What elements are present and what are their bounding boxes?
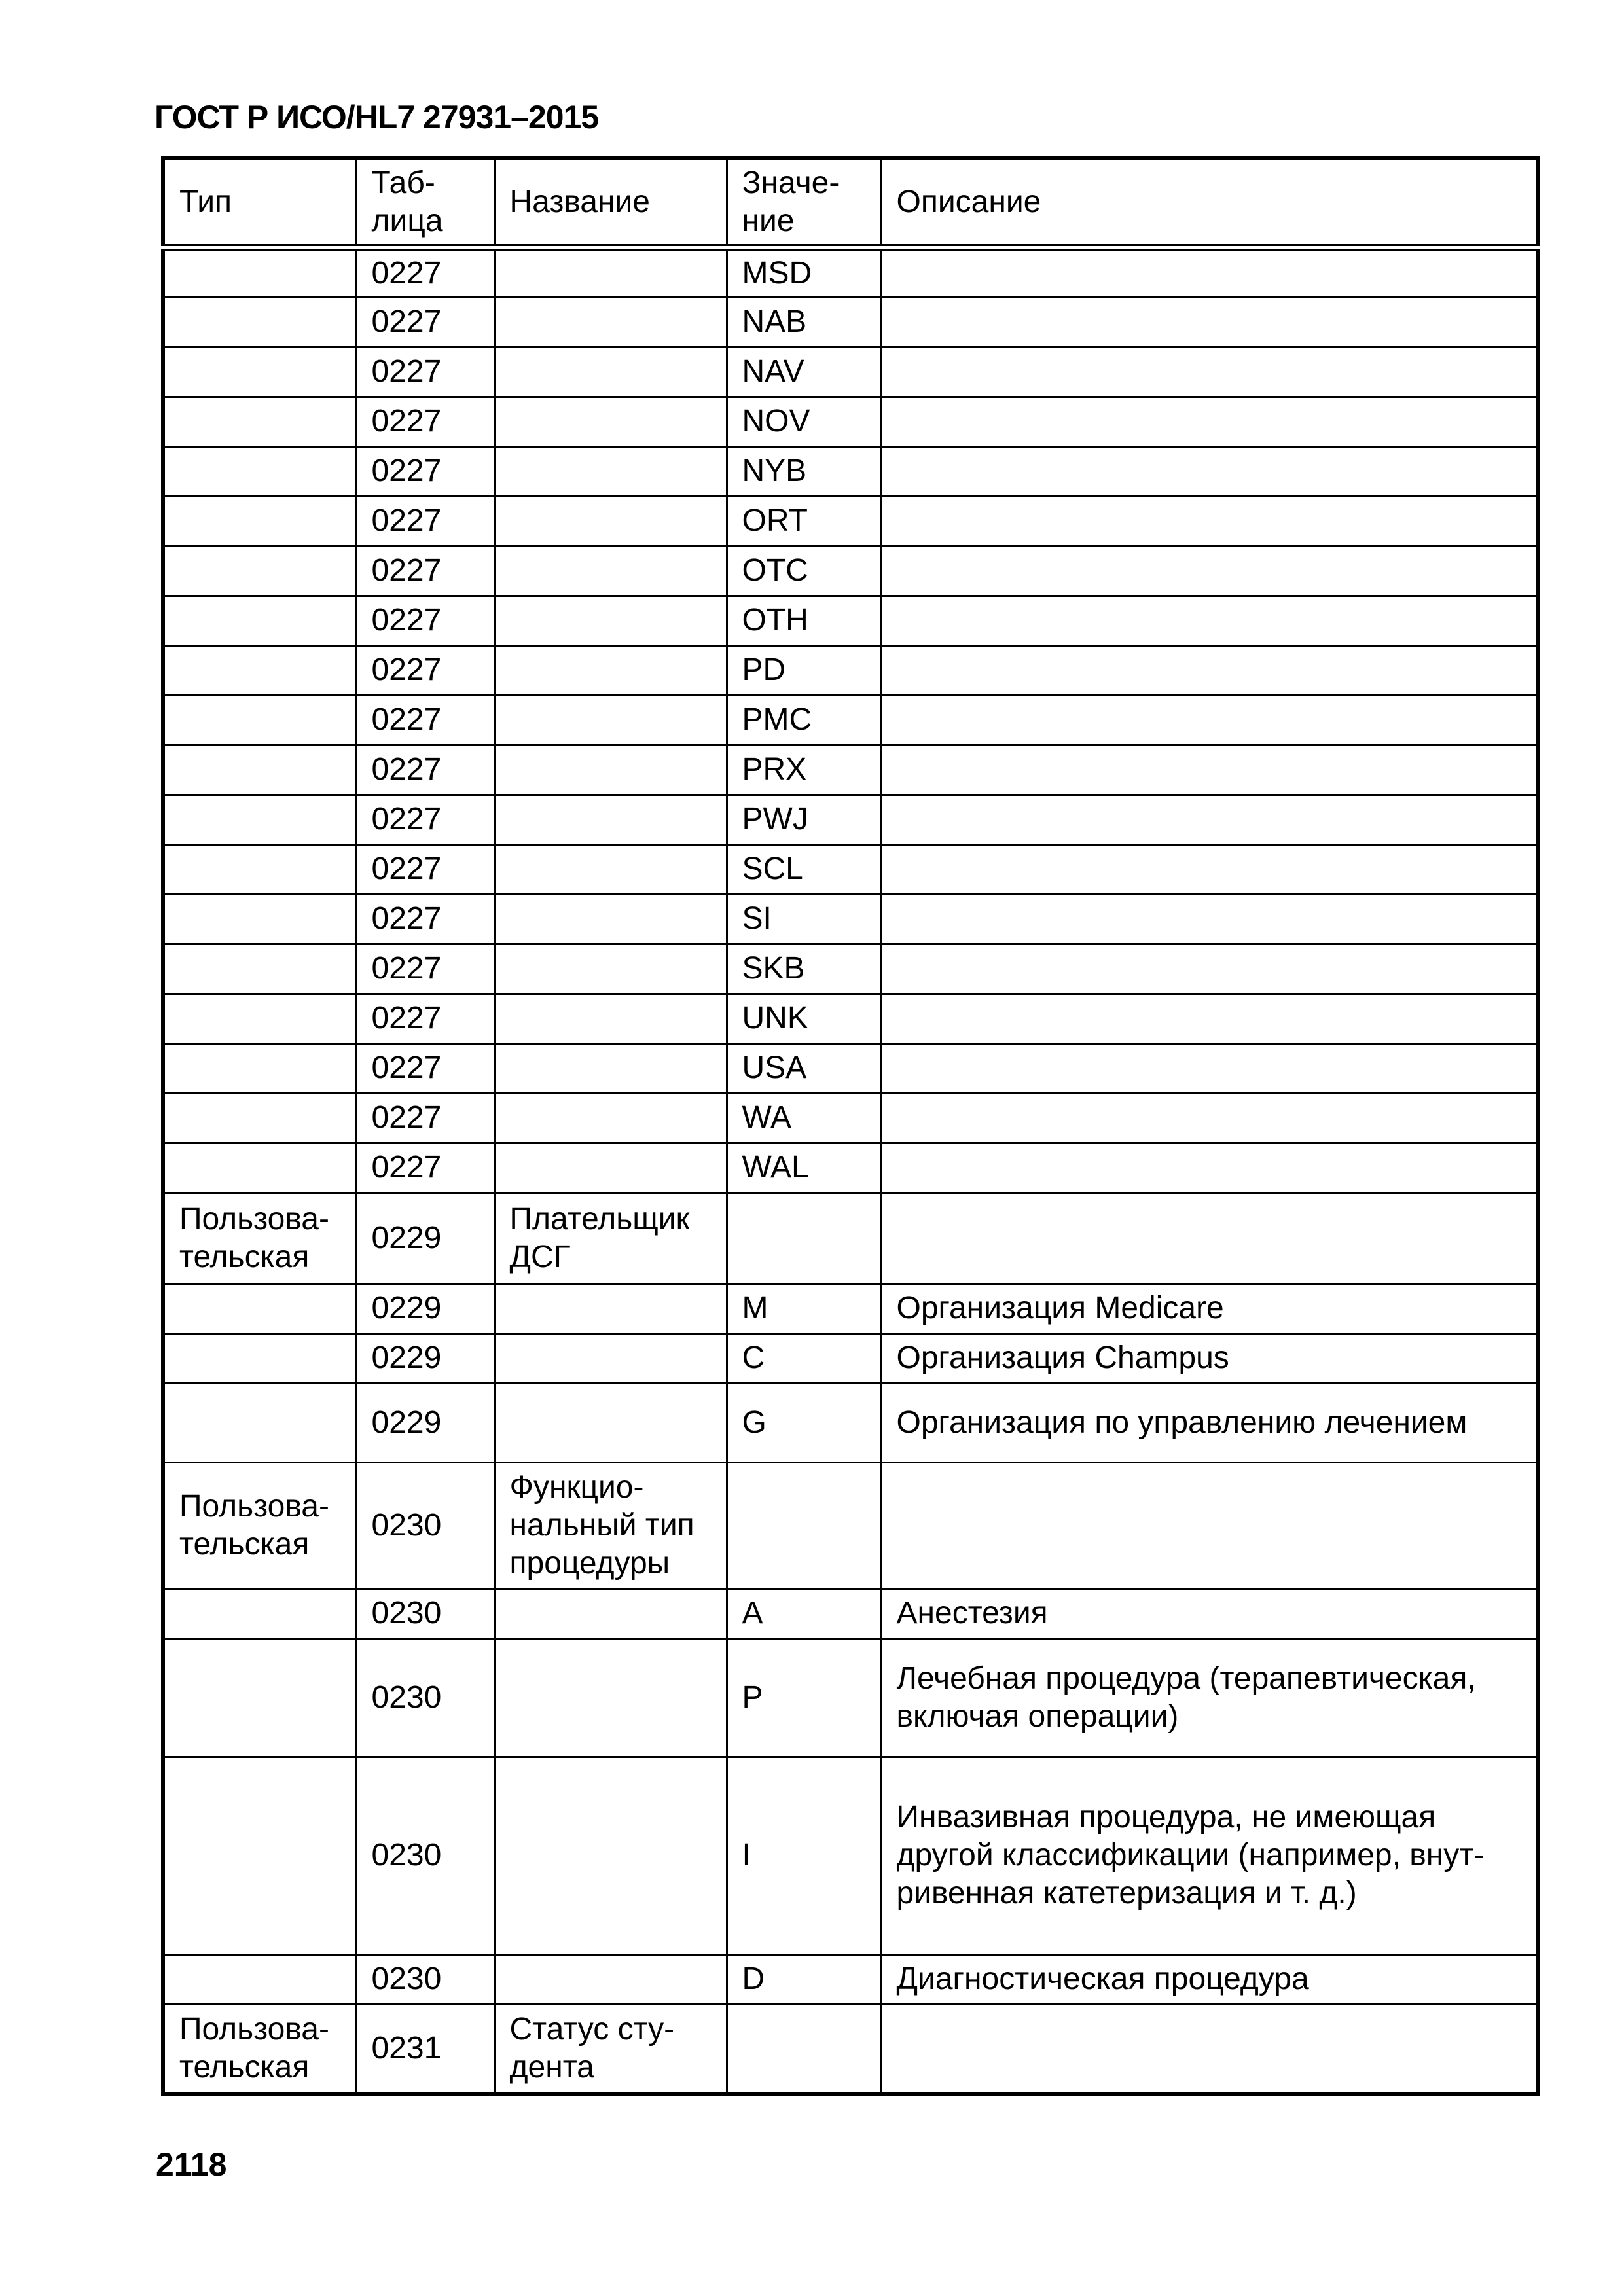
cell-value: P [727,1638,881,1757]
cell-table: 0230 [356,1757,494,1954]
cell-name: Функцио- нальный тип процедуры [494,1462,727,1588]
cell-type [163,1283,356,1333]
column-header-type: Тип [163,158,356,247]
cell-type [163,844,356,894]
cell-value: WA [727,1093,881,1143]
table-row [163,844,1538,894]
cell-description [881,1043,1538,1093]
cell-name [494,1588,727,1638]
cell-type [163,397,356,446]
cell-type: Пользова- тельская [163,2004,356,2094]
cell-name [494,496,727,546]
table-row [163,1143,1538,1193]
cell-type [163,1588,356,1638]
cell-value: USA [727,1043,881,1093]
cell-value: OTC [727,546,881,596]
cell-type [163,994,356,1043]
cell-value [727,2004,881,2094]
cell-name [494,596,727,645]
cell-name [494,994,727,1043]
cell-name [494,247,727,297]
cell-description [881,894,1538,944]
table-row [163,894,1538,944]
table-row [163,1193,1538,1283]
cell-type [163,695,356,745]
cell-description [881,795,1538,844]
cell-type: Пользова- тельская [163,1193,356,1283]
table-row [163,1283,1538,1333]
column-header-description: Описание [881,158,1538,247]
table-row [163,247,1538,297]
cell-name [494,645,727,695]
cell-description [881,695,1538,745]
table-row [163,546,1538,596]
cell-type [163,894,356,944]
table-row [163,944,1538,994]
table-row [163,1093,1538,1143]
table-row [163,297,1538,347]
cell-name [494,1093,727,1143]
cell-type [163,1954,356,2004]
cell-table: 0231 [356,2004,494,2094]
cell-value: OTH [727,596,881,645]
cell-description: Лечебная процедура (терапевтическая, включая операции) [881,1638,1538,1757]
cell-name [494,446,727,496]
cell-value: ORT [727,496,881,546]
cell-type [163,1757,356,1954]
cell-description [881,1143,1538,1193]
cell-description [881,844,1538,894]
cell-table: 0227 [356,894,494,944]
cell-value: PMC [727,695,881,745]
cell-name [494,1757,727,1954]
cell-name [494,297,727,347]
cell-table: 0227 [356,994,494,1043]
cell-value: MSD [727,247,881,297]
cell-description [881,1193,1538,1283]
column-header-table: Таб- лица [356,158,494,247]
cell-table: 0227 [356,1093,494,1143]
table-row [163,446,1538,496]
cell-description: Организация Medicare [881,1283,1538,1333]
cell-table: 0227 [356,695,494,745]
table-row [163,2004,1538,2094]
cell-name [494,894,727,944]
cell-type [163,1143,356,1193]
cell-value: SI [727,894,881,944]
cell-type [163,247,356,297]
cell-description [881,944,1538,994]
table-row [163,1588,1538,1638]
cell-value: PWJ [727,795,881,844]
cell-name [494,347,727,397]
cell-name [494,1043,727,1093]
cell-description [881,2004,1538,2094]
cell-description: Анестезия [881,1588,1538,1638]
cell-description [881,297,1538,347]
cell-value: G [727,1383,881,1462]
cell-table: 0227 [356,247,494,297]
cell-table: 0229 [356,1283,494,1333]
cell-table: 0229 [356,1193,494,1283]
cell-name [494,546,727,596]
cell-table: 0230 [356,1638,494,1757]
cell-description [881,496,1538,546]
cell-name [494,1143,727,1193]
cell-type [163,347,356,397]
cell-description [881,994,1538,1043]
cell-type [163,297,356,347]
cell-name [494,1283,727,1333]
cell-type [163,1383,356,1462]
cell-value: PRX [727,745,881,795]
cell-value: A [727,1588,881,1638]
cell-table: 0227 [356,844,494,894]
cell-name [494,1333,727,1383]
cell-table: 0227 [356,446,494,496]
cell-type [163,1333,356,1383]
cell-description [881,745,1538,795]
cell-value: SCL [727,844,881,894]
cell-type [163,546,356,596]
cell-name [494,1638,727,1757]
cell-description [881,347,1538,397]
cell-table: 0229 [356,1333,494,1383]
table-row [163,496,1538,546]
table-row [163,347,1538,397]
cell-type [163,1638,356,1757]
table-row [163,1383,1538,1462]
cell-table: 0230 [356,1588,494,1638]
cell-value: NYB [727,446,881,496]
cell-table: 0230 [356,1462,494,1588]
cell-table: 0227 [356,347,494,397]
cell-description [881,1462,1538,1588]
table-header-row [163,158,1538,247]
cell-type: Пользова- тельская [163,1462,356,1588]
table-row [163,795,1538,844]
cell-name [494,745,727,795]
cell-table: 0227 [356,397,494,446]
cell-value [727,1193,881,1283]
cell-type [163,944,356,994]
cell-name [494,1954,727,2004]
cell-description [881,645,1538,695]
cell-description: Диагностическая процедура [881,1954,1538,2004]
cell-type [163,645,356,695]
page-number: 2118 [156,2146,227,2183]
cell-description [881,446,1538,496]
table-row [163,695,1538,745]
cell-name [494,397,727,446]
cell-description [881,546,1538,596]
cell-name: Плательщик ДСГ [494,1193,727,1283]
cell-value: I [727,1757,881,1954]
cell-name [494,795,727,844]
cell-table: 0227 [356,596,494,645]
cell-name [494,844,727,894]
cell-value: M [727,1283,881,1333]
table-row [163,1333,1538,1383]
cell-description [881,397,1538,446]
cell-type [163,1043,356,1093]
table-row [163,1954,1538,2004]
cell-type [163,795,356,844]
cell-value: NAV [727,347,881,397]
column-header-value: Значе- ние [727,158,881,247]
cell-description: Организация Champus [881,1333,1538,1383]
cell-value: C [727,1333,881,1383]
cell-table: 0227 [356,944,494,994]
cell-value: NAB [727,297,881,347]
table-row [163,994,1538,1043]
table-row [163,1043,1538,1093]
cell-table: 0229 [356,1383,494,1462]
cell-value [727,1462,881,1588]
cell-value: WAL [727,1143,881,1193]
cell-description: Организация по управлению лечением [881,1383,1538,1462]
table-row [163,1462,1538,1588]
column-header-name: Название [494,158,727,247]
cell-description [881,247,1538,297]
cell-name [494,1383,727,1462]
cell-table: 0230 [356,1954,494,2004]
cell-value: PD [727,645,881,695]
cell-value: D [727,1954,881,2004]
table-row [163,397,1538,446]
cell-description [881,596,1538,645]
cell-type [163,1093,356,1143]
table-body [163,158,1538,2094]
table-row [163,1638,1538,1757]
cell-table: 0227 [356,745,494,795]
cell-type [163,446,356,496]
code-table [161,156,1540,2096]
document-header: ГОСТ Р ИСО/HL7 27931–2015 [154,99,599,135]
table-row [163,596,1538,645]
cell-description [881,1093,1538,1143]
cell-table: 0227 [356,645,494,695]
table-row [163,1757,1538,1954]
cell-table: 0227 [356,297,494,347]
table-row [163,745,1538,795]
cell-name: Статус сту- дента [494,2004,727,2094]
cell-value: SKB [727,944,881,994]
cell-description: Инвазивная процедура, не имеющая другой классификации (например, внут- ривенная катетеризация и т. д.) [881,1757,1538,1954]
cell-value: UNK [727,994,881,1043]
cell-type [163,745,356,795]
cell-name [494,695,727,745]
cell-type [163,596,356,645]
cell-table: 0227 [356,546,494,596]
cell-table: 0227 [356,1043,494,1093]
table-row [163,645,1538,695]
cell-table: 0227 [356,1143,494,1193]
cell-value: NOV [727,397,881,446]
cell-table: 0227 [356,496,494,546]
cell-table: 0227 [356,795,494,844]
cell-type [163,496,356,546]
cell-name [494,944,727,994]
